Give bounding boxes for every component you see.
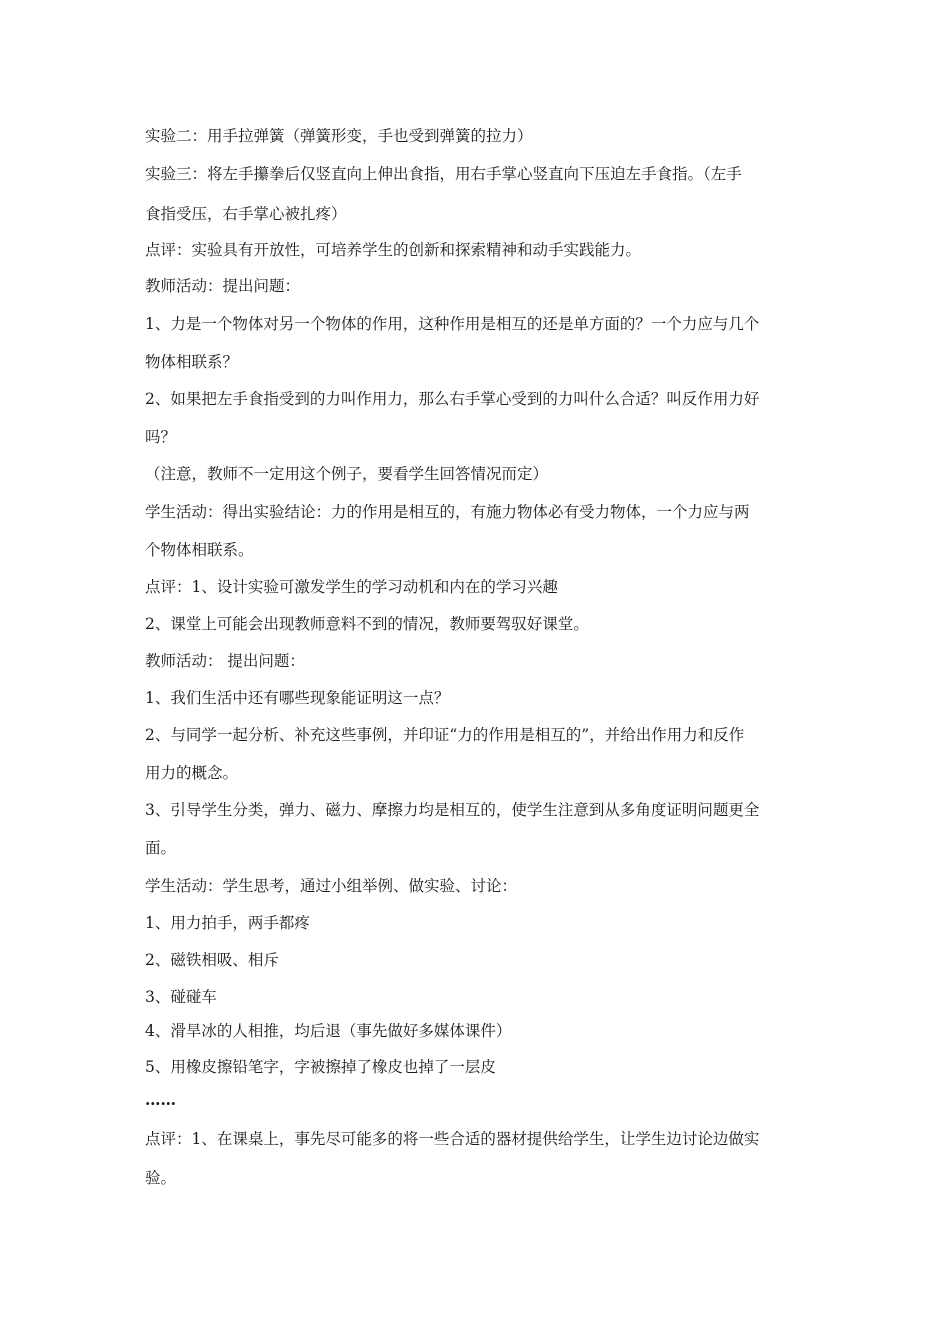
question-2-line-cont: 吗？ — [145, 428, 177, 446]
experiment-two-line: 实验二：用手拉弹簧（弹簧形变，手也受到弹簧的拉力） — [145, 127, 533, 145]
question-list-item-1: 1、我们生活中还有哪些现象能证明这一点？ — [145, 689, 450, 707]
student-activity-line: 学生活动：得出实验结论：力的作用是相互的，有施力物体必有受力物体，一个力应与两 — [145, 503, 750, 521]
final-comment-line-cont: 验。 — [145, 1169, 177, 1187]
note-line: （注意，教师不一定用这个例子，要看学生回答情况而定） — [145, 465, 549, 483]
question-list-item-3-cont: 面。 — [145, 839, 177, 857]
question-list-item-2: 2、与同学一起分析、补充这些事例，并印证“力的作用是相互的”，并给出作用力和反作 — [145, 726, 745, 744]
teacher-activity-heading-2: 教师活动： 提出问题： — [145, 652, 305, 670]
comment-line: 点评：实验具有开放性，可培养学生的创新和探索精神和动手实践能力。 — [145, 241, 642, 259]
comment-2-line: 2、课堂上可能会出现教师意料不到的情况，教师要驾驭好课堂。 — [145, 615, 589, 633]
question-2-line: 2、如果把左手食指受到的力叫作用力，那么右手掌心受到的力叫什么合适？叫反作用力好 — [145, 390, 760, 408]
teacher-activity-heading: 教师活动：提出问题： — [145, 277, 301, 295]
student-activity-heading: 学生活动：学生思考，通过小组举例、做实验、讨论： — [145, 877, 518, 895]
example-item-1: 1、用力拍手，两手都疼 — [145, 914, 310, 932]
question-1-line-cont: 物体相联系？ — [145, 353, 239, 371]
final-comment-line: 点评：1、在课桌上，事先尽可能多的将一些合适的器材提供给学生，让学生边讨论边做实 — [145, 1130, 760, 1148]
example-item-5: 5、用橡皮擦铅笔字，字被擦掉了橡皮也掉了一层皮 — [145, 1058, 496, 1076]
experiment-three-line: 实验三：将左手攥拳后仅竖直向上伸出食指，用右手掌心竖直向下压迫左手食指。（左手 — [145, 165, 742, 183]
experiment-three-line-cont: 食指受压，右手掌心被扎疼） — [145, 205, 347, 223]
student-activity-line-cont: 个物体相联系。 — [145, 541, 254, 559]
comment-1-line: 点评：1、设计实验可激发学生的学习动机和内在的学习兴趣 — [145, 578, 558, 596]
example-item-3: 3、碰碰车 — [145, 988, 217, 1006]
ellipsis: …… — [145, 1090, 176, 1109]
question-list-item-2-cont: 用力的概念。 — [145, 764, 239, 782]
example-item-4: 4、滑旱冰的人相推，均后退（事先做好多媒体课件） — [145, 1022, 512, 1040]
example-item-2: 2、磁铁相吸、相斥 — [145, 951, 279, 969]
question-1-line: 1、力是一个物体对另一个物体的作用，这种作用是相互的还是单方面的？一个力应与几个 — [145, 315, 760, 333]
question-list-item-3: 3、引导学生分类，弹力、磁力、摩擦力均是相互的，使学生注意到从多角度证明问题更全 — [145, 801, 760, 819]
